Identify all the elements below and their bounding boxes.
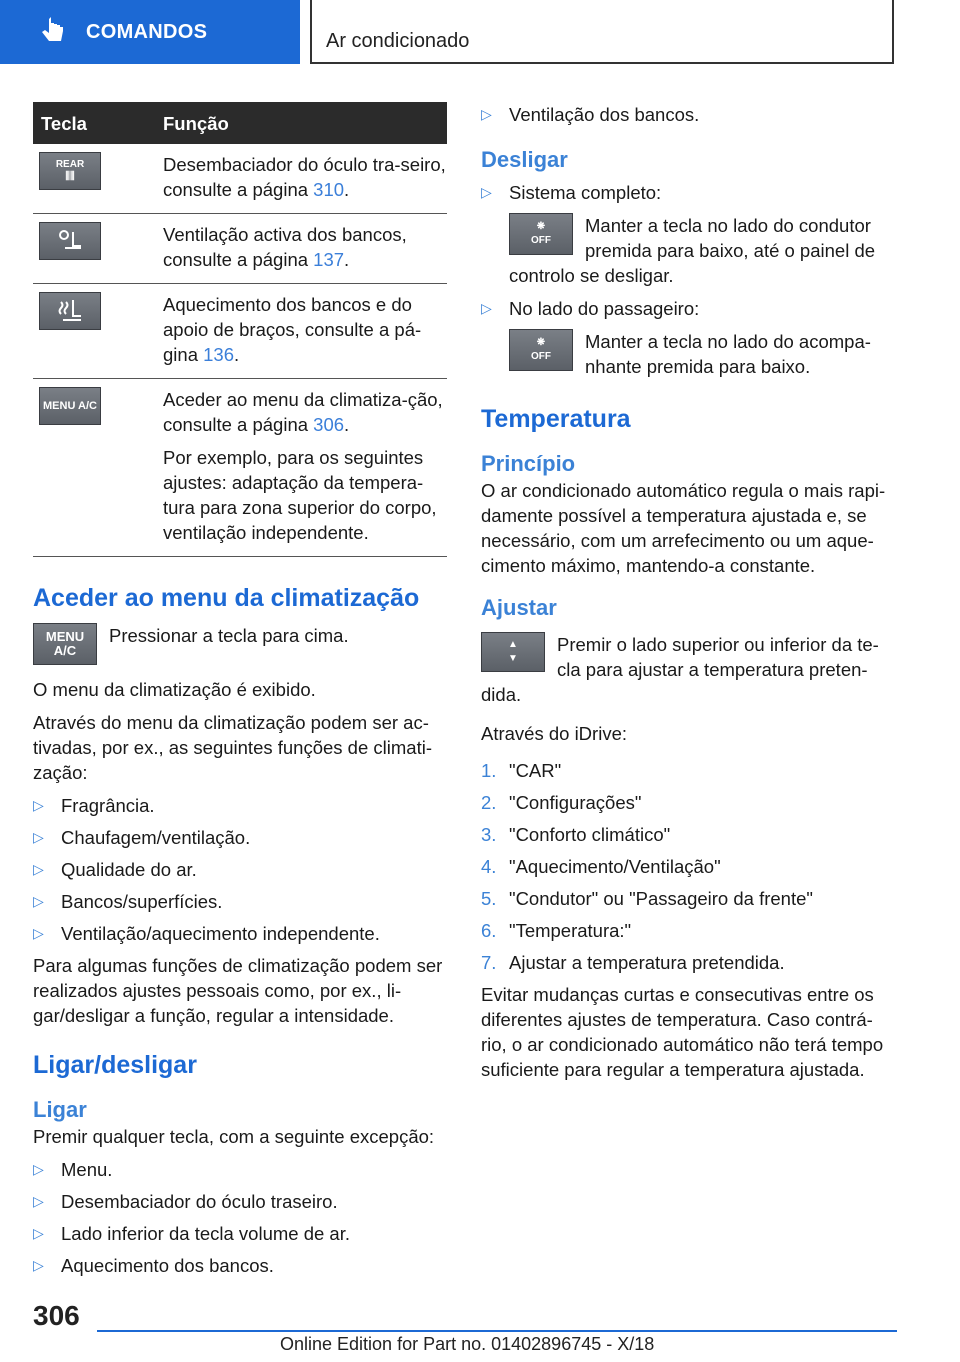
page-link[interactable]: 137 [313,249,345,270]
page-link[interactable]: 306 [313,414,345,435]
triangle-bullet-icon: ▷ [33,797,44,813]
menu-shown-text: O menu da climatização é exibido. [33,679,316,700]
personal-settings-text: Para algumas funções de climatização podem ser realizados ajustes pessoais como, por ex., li-gar/desligar a função, regular a intensidade. [33,955,443,1026]
list-item: ▷ Fragrância. [33,795,155,816]
page-number: 306 [33,1300,80,1331]
triangle-bullet-icon: ▷ [481,184,492,200]
idrive-steps [481,758,895,975]
list-item: 2. "Configurações" [481,792,642,813]
triangle-bullet-icon: ▷ [481,300,492,316]
chapter-tab-label: COMANDOS [86,20,208,43]
list-item: ▷ Aquecimento dos bancos. [33,1255,274,1276]
list-item: 6. "Temperatura:" [481,920,632,941]
list-item: ▷ Lado inferior da tecla volume de ar. [33,1223,350,1244]
triangle-bullet-icon: ▷ [33,829,44,845]
list-item: 1. "CAR" [481,760,562,781]
list-item: ▷ Chaufagem/ventilação. [33,827,251,848]
press-up-text: Pressionar a tecla para cima. [109,625,349,646]
list-item: ▷ Bancos/superfícies. [33,891,223,912]
on-intro-text: Premir qualquer tecla, com a seguinte excepção: [33,1126,435,1147]
table-row: Ventilação activa dos bancos, consulte a página 137. [33,214,447,284]
list-item: ▷ Menu. [33,1159,113,1180]
table-row: REAR ⫼⫼ Desembaciador do óculo tra-seiro, consulte a página 310. [33,144,447,214]
list-item: ▷ Desembaciador do óculo traseiro. [33,1191,338,1212]
triangle-bullet-icon: ▷ [33,861,44,877]
heading-principle: Princípio [481,451,576,476]
table-row: MENU A/C Aceder ao menu da climatiza-ção, consulte a página 306. Por exemplo, para os seguintes ajustes: adaptação da tempera-tura para zona superior do corpo, ventilação independente. [33,379,447,557]
page-link[interactable]: 136 [203,344,234,365]
key-function-table [33,102,447,557]
fan-off-key-icon: ❋ OFF [509,329,573,371]
left-column [33,102,447,1285]
triangle-bullet-icon: ▷ [481,106,492,122]
avoid-changes-text: Evitar mudanças curtas e consecutivas entre os diferentes ajustes de temperatura. Caso contrá-rio, o ar condicionado automático não terá tempo suficiente para regular a temperatura ajustada. [481,984,884,1080]
list-item: ▷ Sistema completo: ❋ OFF Manter a tecla no lado do condutor premida para baixo, até o painel de controlo se desligar. [481,182,876,286]
list-item: 4. "Aquecimento/Ventilação" [481,856,721,877]
edition-text: Online Edition for Part no. 01402896745 - X/18 [280,1334,655,1354]
list-item: 7. Ajustar a temperatura pretendida. [481,952,785,973]
list-item: 5. "Condutor" ou "Passageiro da frente" [481,888,813,909]
menu-ac-key-icon: MENU A/C [39,387,101,425]
footer-rule [97,1330,897,1332]
heading-onoff: Ligar/desligar [33,1051,197,1079]
triangle-bullet-icon: ▷ [33,1193,44,1209]
triangle-bullet-icon: ▷ [33,1225,44,1241]
triangle-bullet-icon: ▷ [33,893,44,909]
section-header [310,0,894,64]
list-item: ▷ Ventilação dos bancos. [481,104,700,125]
table-header-function: Função [163,102,447,144]
heading-menu: Aceder ao menu da climatização [33,584,420,612]
table-row: Aquecimento dos bancos e do apoio de braços, consulte a pá-gina 136. [33,284,447,379]
menu-intro-text: Através do menu da climatização podem ser ac-tivadas, por ex., as seguintes funções de climati-zação: [33,712,432,783]
heading-off: Desligar [481,147,568,172]
heading-on: Ligar [33,1097,87,1122]
triangle-bullet-icon: ▷ [33,925,44,941]
principle-text: O ar condicionado automático regula o mais rapi-damente possível a temperatura ajustada e, se necessário, com um arrefecimento ou um aque-cimento máximo, mantendo-a constante. [481,480,886,576]
pointing-hand-icon [40,17,66,47]
idrive-intro-text: Através do iDrive: [481,723,627,744]
list-item: ▷ Ventilação/aquecimento independente. [33,923,380,944]
menu-ac-key-icon: MENU A/C [33,623,97,665]
section-title: Ar condicionado [326,30,470,52]
page-link[interactable]: 310 [313,179,345,200]
table-note: Por exemplo, para os seguintes ajustes: adaptação da tempera-tura para zona superior do corpo, ventilação independente. [163,447,437,543]
seat-ventilation-key-icon [39,222,101,260]
list-item: ▷ Qualidade do ar. [33,859,197,880]
heading-temperature: Temperatura [481,405,631,433]
temperature-rocker-key-icon: ▲ ▼ [481,632,545,672]
triangle-bullet-icon: ▷ [33,1257,44,1273]
adjust-text: Premir o lado superior ou inferior da te-cla para ajustar a temperatura preten-dida. [481,634,879,705]
right-column [481,102,895,1082]
exception-list [33,1157,447,1278]
table-header-key: Tecla [33,102,163,144]
heading-adjust: Ajustar [481,595,557,620]
off-list [481,180,895,379]
menu-function-list [33,793,447,946]
fan-off-key-icon: ❋ OFF [509,213,573,255]
seat-heating-key-icon [39,292,101,330]
list-item: 3. "Conforto climático" [481,824,671,845]
rear-defrost-key-icon: REAR ⫼⫼ [39,152,101,190]
chapter-tab[interactable] [0,0,300,64]
triangle-bullet-icon: ▷ [33,1161,44,1177]
list-item: ▷ No lado do passageiro: ❋ OFF Manter a tecla no lado do acompa-nhante premida para baixo. [481,298,871,377]
